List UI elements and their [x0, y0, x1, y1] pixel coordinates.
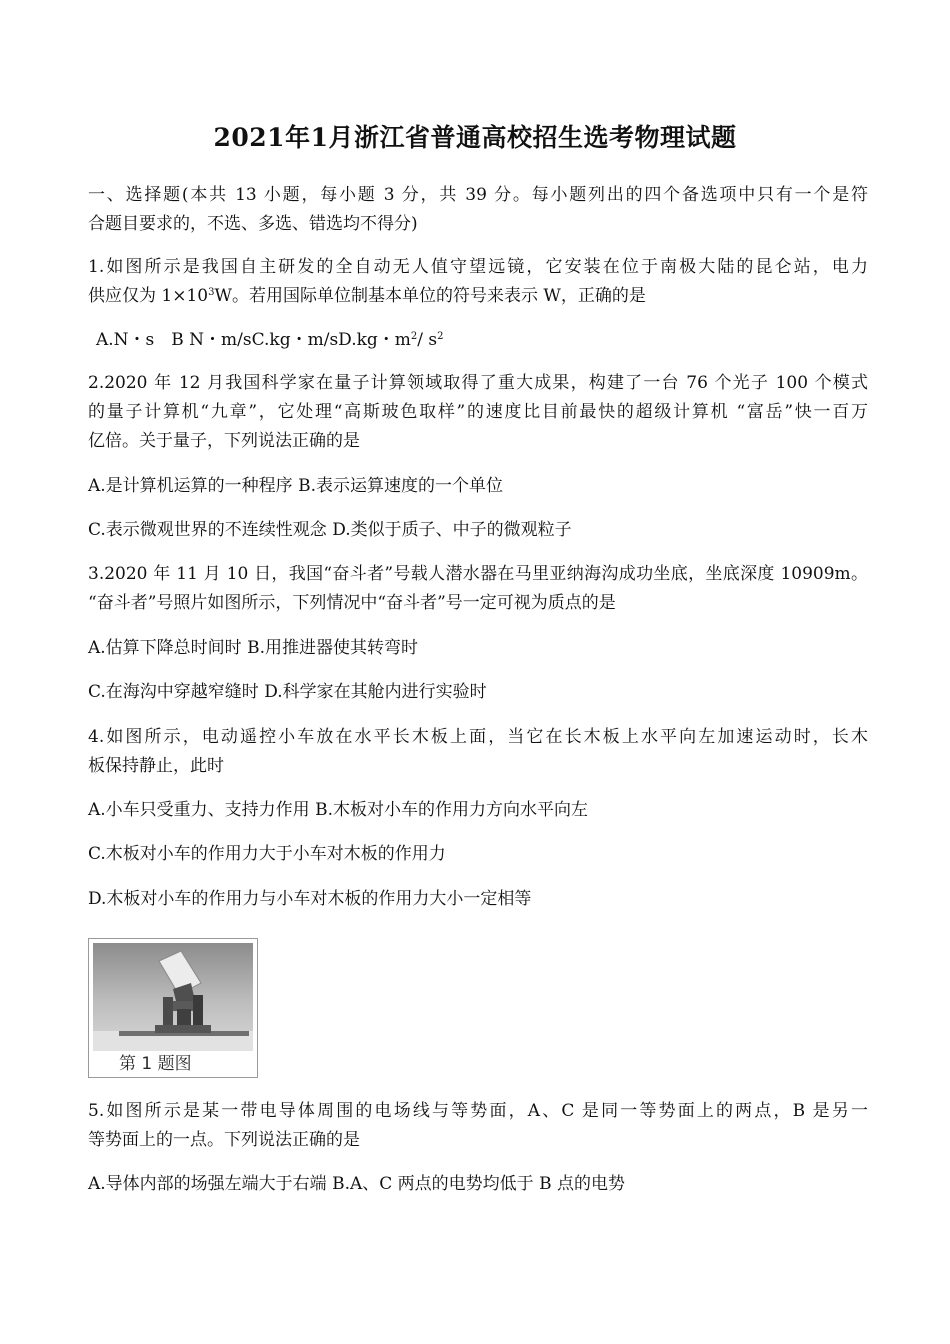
question-5-option-ab [88, 1170, 868, 1199]
question-3-option-cd [88, 678, 868, 707]
question-4 [88, 723, 868, 781]
question-2-option-cd [88, 516, 868, 545]
question-3-line-1: 3.2020 年 11 月 10 日，我国“奋斗者”号载人潜水器在马里亚纳海沟成功坐底，坐底深度 10909m。 [88, 564, 868, 584]
section-intro-line-2: 合题目要求的，不选、多选、错选均不得分) [88, 214, 418, 234]
q1-options-pre: A.N・s B N・m/sC.kg・m/sD.kg・m [96, 330, 411, 350]
q2-option-cd-text: C.表示微观世界的不连续性观念 D.类似于质子、中子的微观粒子 [88, 520, 572, 540]
question-1-line-1: 1.如图所示是我国自主研发的全自动无人值守望远镜，它安装在位于南极大陆的昆仑站，电力 [88, 257, 868, 277]
q4-option-ab-text: A.小车只受重力、支持力作用 B.木板对小车的作用力方向水平向左 [88, 800, 588, 820]
question-1-line-2-post: W。若用国际单位制基本单位的符号来表示 W，正确的是 [214, 286, 646, 306]
question-2 [88, 369, 868, 456]
question-2-line-1: 2.2020 年 12 月我国科学家在量子计算领域取得了重大成果，构建了一台 76 个光子 100 个模式 [88, 373, 868, 393]
question-1-line-2 [88, 282, 868, 311]
question-3-line-2: “奋斗者”号照片如图所示，下列情况中“奋斗者”号一定可视为质点的是 [88, 593, 616, 613]
question-1-option-line [96, 326, 876, 355]
question-4-option-d [88, 885, 868, 914]
question-2-option-ab [88, 472, 868, 501]
question-4-option-c [88, 840, 868, 869]
question-2-line-2: 的量子计算机“九章”，它处理“高斯玻色取样”的速度比目前最快的超级计算机 “富岳”快一百万 [88, 402, 868, 422]
question-4-option-ab [88, 796, 868, 825]
section-intro-line-1: 一、选择题(本共 13 小题，每小题 3 分，共 39 分。每小题列出的四个备选项中只有一个是符 [88, 185, 868, 205]
question-1-line-2-pre: 供应仅为 1×10 [88, 286, 209, 306]
q4-option-c-text: C.木板对小车的作用力大于小车对木板的作用力 [88, 844, 446, 864]
question-2-line-3: 亿倍。关于量子，下列说法正确的是 [88, 431, 360, 451]
question-1 [88, 253, 868, 311]
page-title: 2021年1月浙江省普通高校招生选考物理试题 [213, 123, 737, 152]
power-exponent: 3 [208, 287, 215, 298]
q4-option-d-text: D.木板对小车的作用力与小车对木板的作用力大小一定相等 [88, 889, 532, 909]
question-3 [88, 560, 868, 618]
q5-option-ab-text: A.导体内部的场强左端大于右端 B.A、C 两点的电势均低于 B 点的电势 [88, 1174, 625, 1194]
q3-option-cd-text: C.在海沟中穿越窄缝时 D.科学家在其舱内进行实验时 [88, 682, 487, 702]
q1-options-sup-1: 2 [410, 331, 418, 342]
figure-1-caption: 第 1 题图 [119, 1054, 192, 1074]
question-3-option-ab [88, 634, 868, 663]
question-4-line-2: 板保持静止，此时 [88, 756, 224, 776]
figure-1-telescope-photo [88, 938, 258, 1078]
question-1-options [96, 326, 876, 355]
section-intro [88, 181, 868, 239]
q3-option-ab-text: A.估算下降总时间时 B.用推进器使其转弯时 [88, 638, 418, 658]
question-5 [88, 1097, 868, 1155]
telescope-illustration [89, 939, 257, 1077]
question-5-line-2: 等势面上的一点。下列说法正确的是 [88, 1130, 360, 1150]
q1-options-sup-2: 2 [437, 331, 444, 342]
q1-options-mid: / s [417, 330, 438, 350]
q2-option-ab-text: A.是计算机运算的一种程序 B.表示运算速度的一个单位 [88, 476, 503, 496]
question-4-line-1: 4.如图所示，电动遥控小车放在水平长木板上面，当它在长木板上水平向左加速运动时，长木 [88, 727, 868, 747]
question-5-line-1: 5.如图所示是某一带电导体周围的电场线与等势面，A、C 是同一等势面上的两点，B 是另一 [88, 1101, 868, 1121]
